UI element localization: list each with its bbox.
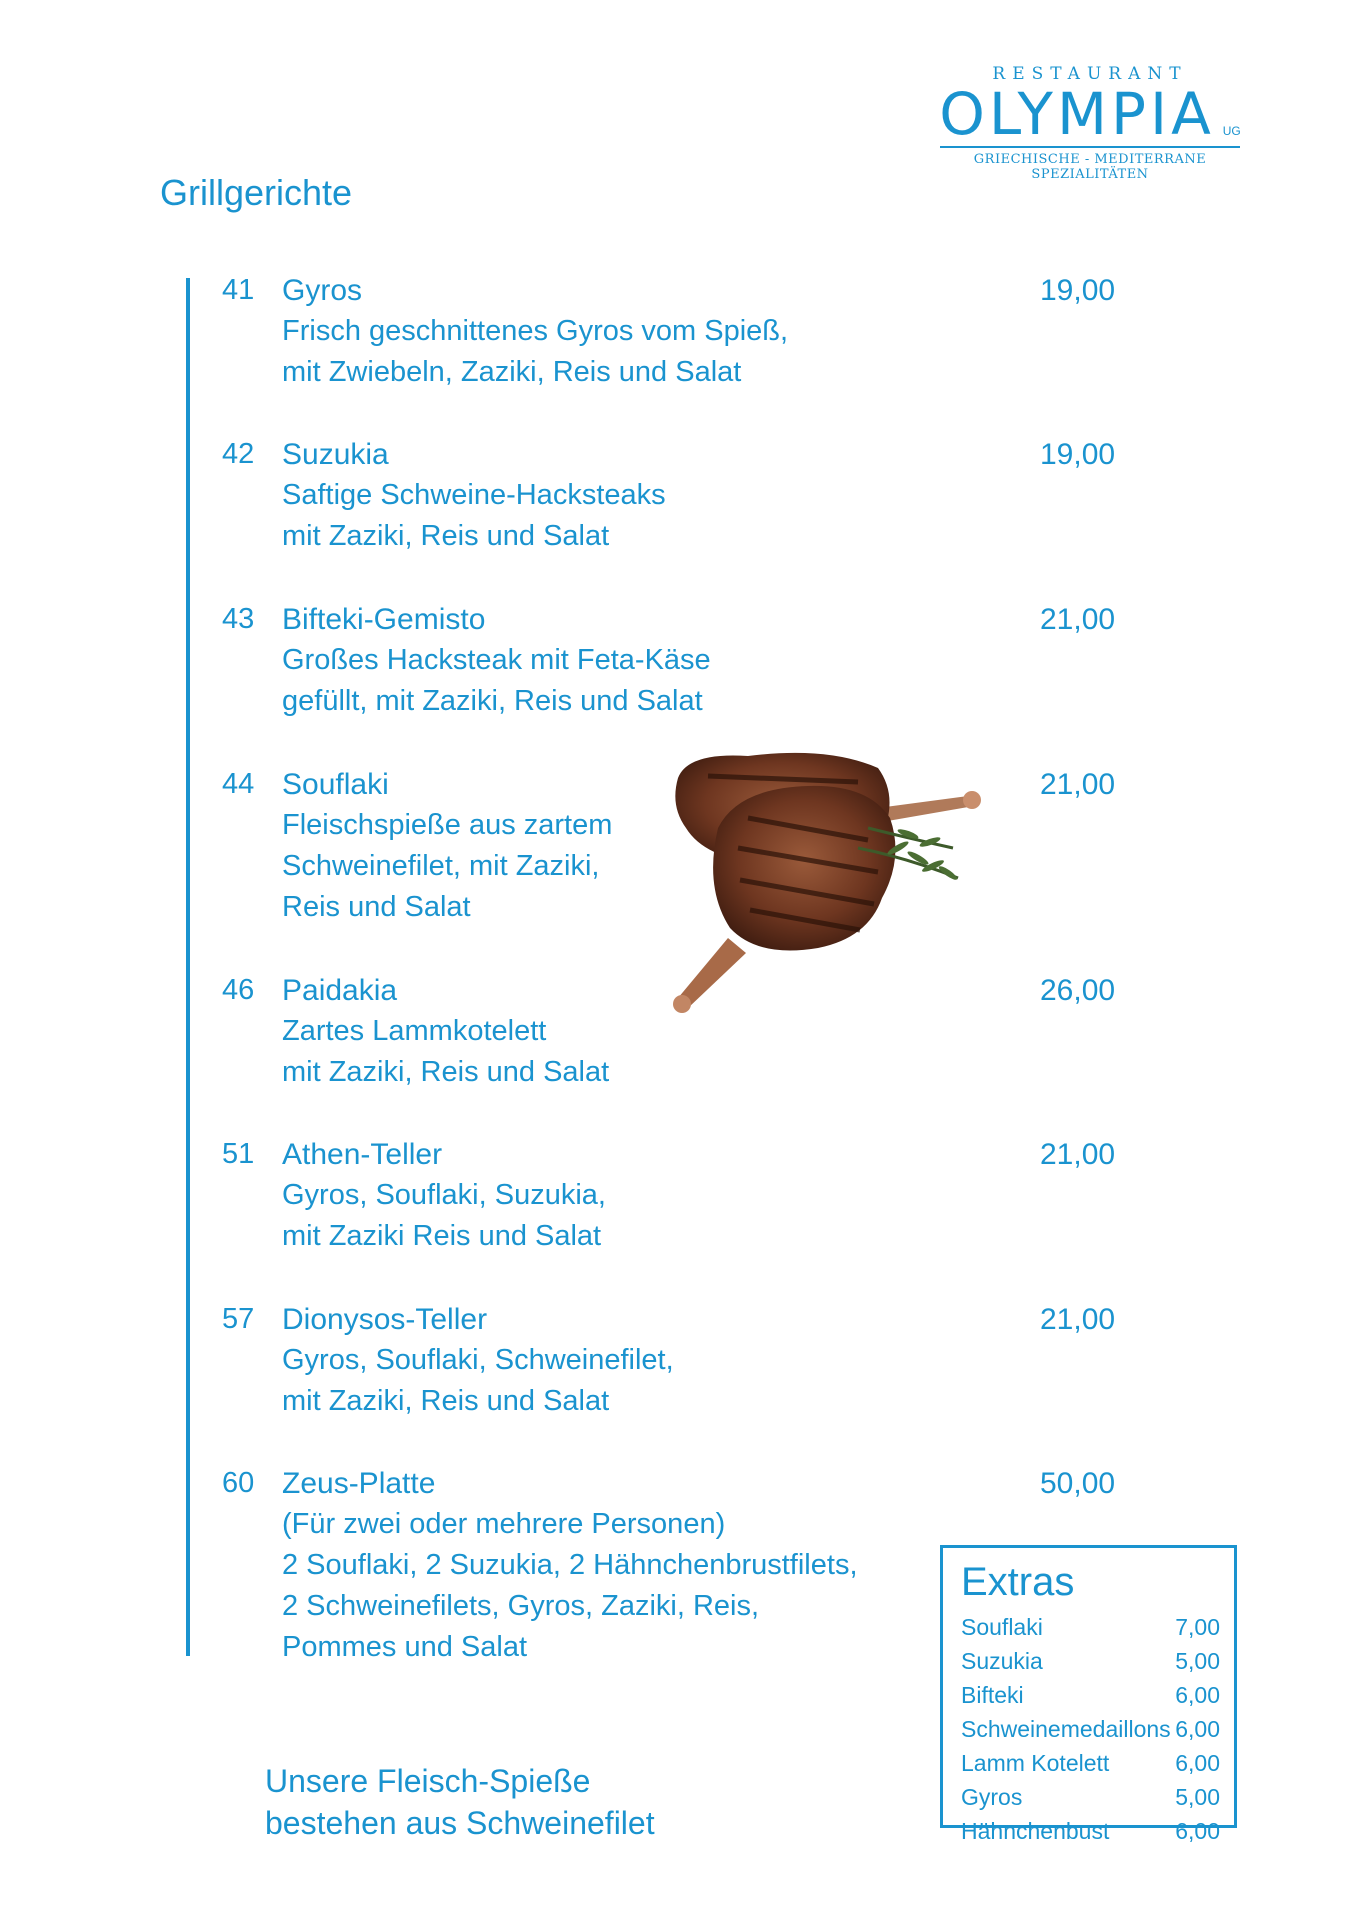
logo-main-text: OLYMPIA [939, 80, 1215, 148]
item-description-line: Gyros, Souflaki, Suzukia, [282, 1179, 606, 1211]
logo-main-row [930, 80, 1250, 148]
extras-name: Hähnchenbust [961, 1818, 1110, 1844]
item-description-line: Reis und Salat [282, 891, 471, 923]
extras-price: 5,00 [1175, 1648, 1220, 1674]
menu-vertical-rule [186, 278, 190, 1656]
extras-price: 6,00 [1175, 1818, 1220, 1844]
item-price: 21,00 [1040, 768, 1116, 801]
extras-name: Souflaki [961, 1614, 1043, 1640]
item-description [282, 1011, 609, 1093]
item-description-line: Fleischspieße aus zartem [282, 809, 613, 841]
item-number: 43 [222, 603, 255, 635]
item-description-line: Pommes und Salat [282, 1631, 528, 1663]
item-price: 21,00 [1040, 1138, 1116, 1171]
logo-suffix: UG [1222, 124, 1241, 138]
logo-subtitle: GRIECHISCHE - MEDITERRANE SPEZIALITÄTEN [973, 152, 1207, 182]
item-number: 46 [222, 974, 255, 1006]
extras-row [961, 1814, 1220, 1848]
item-description-line: mit Zaziki, Reis und Salat [282, 1385, 610, 1417]
item-description [282, 805, 612, 928]
item-description-line: 2 Souflaki, 2 Suzukia, 2 Hähnchenbrustfilets, [282, 1549, 858, 1581]
item-description-line: mit Zwiebeln, Zaziki, Reis und Salat [282, 356, 742, 388]
extras-price: 6,00 [1175, 1716, 1220, 1742]
item-price: 21,00 [1040, 1303, 1116, 1336]
note-line: bestehen aus Schweinefilet [265, 1805, 655, 1841]
lamb-chop-image [668, 748, 998, 1018]
extras-price: 6,00 [1175, 1750, 1220, 1776]
item-price: 50,00 [1040, 1467, 1116, 1500]
restaurant-logo [930, 64, 1250, 182]
item-description [282, 311, 788, 393]
item-description-line: mit Zaziki, Reis und Salat [282, 520, 610, 552]
item-description-line: gefüllt, mit Zaziki, Reis und Salat [282, 685, 703, 717]
item-price: 19,00 [1040, 438, 1116, 471]
note-line: Unsere Fleisch-Spieße [265, 1763, 591, 1799]
extras-row [961, 1746, 1220, 1780]
item-description-line: mit Zaziki, Reis und Salat [282, 1056, 610, 1088]
item-name: Gyros [282, 274, 363, 307]
item-number: 51 [222, 1138, 255, 1170]
item-price: 21,00 [1040, 603, 1116, 636]
item-price: 19,00 [1040, 274, 1116, 307]
item-description-line: Schweinefilet, mit Zaziki, [282, 850, 600, 882]
item-description-line: mit Zaziki Reis und Salat [282, 1220, 602, 1252]
item-description-line: Frisch geschnittenes Gyros vom Spieß, [282, 315, 789, 347]
item-name: Zeus-Platte [282, 1467, 436, 1500]
extras-box [940, 1545, 1237, 1844]
item-name: Souflaki [282, 768, 389, 801]
extras-price: 6,00 [1175, 1682, 1220, 1708]
extras-row [961, 1610, 1220, 1644]
item-name: Athen-Teller [282, 1138, 443, 1171]
item-description [282, 1340, 674, 1422]
item-name: Dionysos-Teller [282, 1303, 488, 1336]
item-description-line: Gyros, Souflaki, Schweinefilet, [282, 1344, 674, 1376]
item-description [282, 1504, 858, 1668]
item-description-line: Saftige Schweine-Hacksteaks [282, 479, 666, 511]
logo-top-text: RESTAURANT [992, 64, 1188, 84]
extras-row [961, 1780, 1220, 1814]
item-description-line: 2 Schweinefilets, Gyros, Zaziki, Reis, [282, 1590, 760, 1622]
item-number: 42 [222, 438, 255, 470]
extras-row [961, 1644, 1220, 1678]
item-description [282, 640, 711, 722]
item-description [282, 475, 666, 557]
extras-price: 7,00 [1175, 1614, 1220, 1640]
extras-row [961, 1712, 1220, 1746]
item-name: Suzukia [282, 438, 389, 471]
item-name: Paidakia [282, 974, 398, 1007]
extras-name: Bifteki [961, 1682, 1024, 1708]
extras-name: Gyros [961, 1784, 1023, 1810]
item-number: 60 [222, 1467, 255, 1499]
item-price: 26,00 [1040, 974, 1116, 1007]
extras-name: Suzukia [961, 1648, 1043, 1674]
item-name: Bifteki-Gemisto [282, 603, 486, 636]
extras-name: Lamm Kotelett [961, 1750, 1110, 1776]
section-title: Grillgerichte [160, 172, 353, 213]
item-description-line: Zartes Lammkotelett [282, 1015, 547, 1047]
extras-row [961, 1678, 1220, 1712]
item-number: 44 [222, 768, 255, 800]
extras-price: 5,00 [1175, 1784, 1220, 1810]
extras-name: Schweinemedaillons [961, 1716, 1171, 1742]
item-number: 41 [222, 274, 255, 306]
item-description-line: (Für zwei oder mehrere Personen) [282, 1508, 726, 1540]
item-number: 57 [222, 1303, 255, 1335]
item-description-line: Großes Hacksteak mit Feta-Käse [282, 644, 711, 676]
meat-note [265, 1760, 655, 1844]
item-description [282, 1175, 606, 1257]
extras-title: Extras [961, 1560, 1075, 1604]
